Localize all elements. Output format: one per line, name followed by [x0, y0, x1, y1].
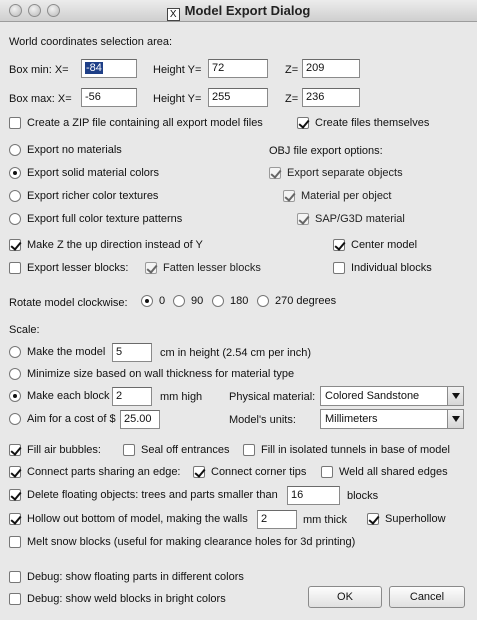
debug-floating-checkbox[interactable]: Debug: show floating parts in different colors — [9, 571, 244, 583]
model-units-label: Model's units: — [229, 414, 296, 426]
rotate-90-radio[interactable]: 90 — [173, 295, 203, 307]
checkbox-checked-icon — [367, 513, 379, 525]
fill-tunnels-checkbox[interactable]: Fill in isolated tunnels in base of model — [243, 444, 450, 456]
checkbox-checked-icon — [297, 213, 309, 225]
export-full-textures-radio[interactable]: Export full color texture patterns — [9, 213, 182, 225]
box-min-x-input[interactable]: -84 — [81, 59, 137, 78]
box-min-height-label: Height Y= — [153, 64, 202, 76]
radio-selected-icon — [141, 295, 153, 307]
model-units-select[interactable]: Millimeters — [320, 409, 464, 429]
window-title — [0, 3, 477, 21]
create-zip-checkbox[interactable]: Create a ZIP file containing all export model files — [9, 117, 263, 129]
box-min-label: Box min: X= — [9, 64, 69, 76]
checkbox-checked-icon — [297, 117, 309, 129]
box-max-z-label: Z= — [285, 93, 299, 105]
sap-g3d-material-checkbox[interactable]: SAP/G3D material — [297, 213, 405, 225]
create-files-checkbox[interactable]: Create files themselves — [297, 117, 429, 129]
checkbox-checked-icon — [333, 239, 345, 251]
weld-edges-checkbox[interactable]: Weld all shared edges — [321, 466, 448, 478]
make-each-block-radio[interactable]: Make each block — [9, 390, 110, 402]
chevron-down-icon — [447, 387, 463, 405]
physical-material-label: Physical material: — [229, 391, 316, 403]
aim-cost-input[interactable]: 25.00 — [120, 410, 160, 429]
melt-snow-checkbox[interactable]: Melt snow blocks (useful for making clearance holes for 3d printing) — [9, 536, 355, 548]
fill-air-bubbles-checkbox[interactable]: Fill air bubbles: — [9, 444, 101, 456]
obj-options-heading: OBJ file export options: — [269, 145, 383, 157]
floating-size-suffix: blocks — [347, 490, 379, 502]
minimize-size-radio[interactable]: Minimize size based on wall thickness for material type — [9, 368, 294, 380]
rotate-270-radio[interactable]: 270 degrees — [257, 295, 336, 307]
model-height-suffix: cm in height (2.54 cm per inch) — [160, 347, 312, 359]
delete-floating-checkbox[interactable]: Delete floating objects: trees and parts smaller than — [9, 489, 278, 501]
checkbox-checked-icon — [145, 262, 157, 274]
window-title-text: Model Export Dialog — [184, 3, 311, 18]
rotate-180-radio[interactable]: 180 — [212, 295, 248, 307]
checkbox-checked-icon — [9, 239, 21, 251]
rotate-label: Rotate model clockwise: — [9, 297, 128, 309]
app-icon: X — [167, 8, 180, 21]
checkbox-checked-icon — [283, 190, 295, 202]
radio-icon — [9, 213, 21, 225]
block-size-input[interactable]: 2 — [112, 387, 152, 406]
checkbox-checked-icon — [9, 444, 21, 456]
box-min-y-input[interactable]: 72 — [208, 59, 268, 78]
checkbox-icon — [321, 466, 333, 478]
checkbox-icon — [123, 444, 135, 456]
physical-material-select[interactable]: Colored Sandstone — [320, 386, 464, 406]
radio-selected-icon — [9, 167, 21, 179]
individual-blocks-checkbox[interactable]: Individual blocks — [333, 262, 432, 274]
aim-cost-radio[interactable]: Aim for a cost of $ — [9, 413, 116, 425]
radio-icon — [212, 295, 224, 307]
rotate-0-radio[interactable]: 0 — [141, 295, 165, 307]
connect-corner-tips-checkbox[interactable]: Connect corner tips — [193, 466, 306, 478]
hollow-out-checkbox[interactable]: Hollow out bottom of model, making the walls — [9, 513, 248, 525]
checkbox-icon — [9, 262, 21, 274]
model-height-input[interactable]: 5 — [112, 343, 152, 362]
checkbox-icon — [243, 444, 255, 456]
world-coords-heading: World coordinates selection area: — [9, 36, 173, 48]
title-bar — [0, 0, 477, 22]
hollow-thickness-suffix: mm thick — [303, 514, 347, 526]
export-solid-colors-radio[interactable]: Export solid material colors — [9, 167, 159, 179]
radio-icon — [9, 144, 21, 156]
make-model-radio[interactable]: Make the model — [9, 346, 105, 358]
checkbox-icon — [9, 117, 21, 129]
radio-icon — [173, 295, 185, 307]
box-min-z-input[interactable]: 209 — [302, 59, 360, 78]
superhollow-checkbox[interactable]: Superhollow — [367, 513, 446, 525]
export-separate-objects-checkbox[interactable]: Export separate objects — [269, 167, 403, 179]
floating-size-input[interactable]: 16 — [287, 486, 340, 505]
export-lesser-blocks-checkbox[interactable]: Export lesser blocks: — [9, 262, 128, 274]
checkbox-icon — [9, 536, 21, 548]
chevron-down-icon — [447, 410, 463, 428]
box-max-label: Box max: X= — [9, 93, 72, 105]
checkbox-icon — [9, 571, 21, 583]
box-max-z-input[interactable]: 236 — [302, 88, 360, 107]
radio-icon — [9, 368, 21, 380]
fatten-lesser-blocks-checkbox[interactable]: Fatten lesser blocks — [145, 262, 261, 274]
connect-edge-checkbox[interactable]: Connect parts sharing an edge: — [9, 466, 181, 478]
checkbox-checked-icon — [9, 466, 21, 478]
checkbox-icon — [9, 593, 21, 605]
checkbox-checked-icon — [9, 513, 21, 525]
material-per-object-checkbox[interactable]: Material per object — [283, 190, 392, 202]
box-min-z-label: Z= — [285, 64, 299, 76]
radio-icon — [9, 346, 21, 358]
radio-icon — [9, 413, 21, 425]
block-size-suffix: mm high — [160, 391, 203, 403]
box-max-y-input[interactable]: 255 — [208, 88, 268, 107]
box-max-x-input[interactable]: -56 — [81, 88, 137, 107]
radio-icon — [257, 295, 269, 307]
export-no-materials-radio[interactable]: Export no materials — [9, 144, 122, 156]
scale-heading: Scale: — [9, 324, 40, 336]
checkbox-icon — [333, 262, 345, 274]
cancel-button[interactable]: Cancel — [389, 586, 465, 608]
checkbox-checked-icon — [193, 466, 205, 478]
checkbox-checked-icon — [9, 489, 21, 501]
radio-selected-icon — [9, 390, 21, 402]
radio-icon — [9, 190, 21, 202]
ok-button[interactable]: OK — [308, 586, 382, 608]
seal-entrances-checkbox[interactable]: Seal off entrances — [123, 444, 229, 456]
export-richer-textures-radio[interactable]: Export richer color textures — [9, 190, 158, 202]
center-model-checkbox[interactable]: Center model — [333, 239, 417, 251]
box-max-height-label: Height Y= — [153, 93, 202, 105]
z-up-checkbox[interactable]: Make Z the up direction instead of Y — [9, 239, 203, 251]
hollow-thickness-input[interactable]: 2 — [257, 510, 297, 529]
debug-weld-checkbox[interactable]: Debug: show weld blocks in bright colors — [9, 593, 226, 605]
checkbox-checked-icon — [269, 167, 281, 179]
